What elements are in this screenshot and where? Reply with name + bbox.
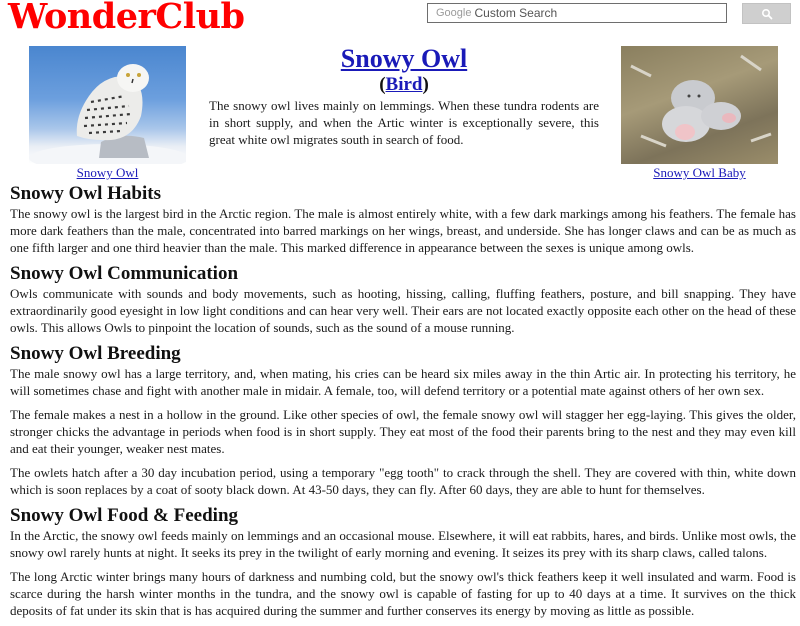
section-paragraph: The long Arctic winter brings many hours of darkness and numbing cold, but the snowy owl's thick feathers keep it well insulated and warm. Food is scarce during the harsh winter months in the tundra, and the snowy owl is capable of fasting for up to 40 days at a time. It survives on the thick deposits of fat under its skin that is has acquired during the summer and further conserves its energy by moving as little as possible. (10, 569, 796, 618)
article-body (10, 183, 796, 626)
snowy-owl-caption-link[interactable]: Snowy Owl (76, 165, 139, 180)
snowy-owl-baby-image[interactable] (621, 46, 778, 164)
owlets-illustration (621, 46, 778, 164)
site-logo[interactable]: WonderClub (8, 0, 245, 37)
category-line (209, 74, 599, 96)
section-food-feeding (10, 505, 796, 619)
search-placeholder: Custom Search (474, 6, 558, 20)
owl-illustration (29, 46, 186, 164)
section-heading: Snowy Owl Breeding (10, 343, 181, 364)
category-open-paren: ( (379, 74, 386, 95)
snowy-owl-baby-caption-link[interactable]: Snowy Owl Baby (653, 165, 746, 180)
search-button[interactable] (742, 3, 791, 24)
site-header (0, 0, 800, 40)
section-heading: Snowy Owl Communication (10, 263, 239, 284)
search-input[interactable] (427, 3, 727, 23)
section-paragraph: Owls communicate with sounds and body movements, such as hooting, hissing, calling, fluffing feathers, posture, and bill snapping. They have extraordinarily good eyesight in low light conditions and can hear very well. Their ears are not located exactly opposite each other on the head of these owls. This allows Owls to pinpoint the location of sounds, such as the sound of a mouse running. (10, 286, 796, 335)
page-title-link[interactable]: Snowy Owl (340, 44, 468, 73)
section-heading: Snowy Owl Habits (10, 183, 161, 204)
category-close-paren: ) (422, 74, 429, 95)
section-paragraph: In the Arctic, the snowy owl feeds mainly on lemmings and an occasional mouse. Elsewhere, it will eat rabbits, hares, and birds. Unlike most owls, the snowy owl rarely hunts at night. It seeks its prey in the twilight of early morning and evening. It seizes its prey with its sharp claws, called talons. (10, 528, 796, 560)
category-link-bird[interactable]: Bird (385, 74, 423, 95)
section-paragraph: The owlets hatch after a 30 day incubation period, using a temporary "egg tooth" to crack through the shell. They are covered with thin, white down which is soon replaces by a coat of sooty black down. At 43-50 days, they can fly. After 60 days, they are able to hunt for themselves. (10, 465, 796, 497)
snowy-owl-image[interactable] (29, 46, 186, 164)
search-icon (761, 8, 773, 20)
section-habits (10, 183, 796, 256)
section-paragraph: The snowy owl is the largest bird in the Arctic region. The male is almost entirely white, with a few dark markings among his feathers. The female has more dark feathers than the male, concentrated into barred markings on her wings, breast, and underside. She has longer claws and can be as much as one fifth larger and one third heavier than the male. This marked difference in appearance between the sexes is unique among owls. (10, 206, 796, 255)
section-paragraph: The male snowy owl has a large territory, and, when mating, his cries can be heard six miles away in the thin Artic air. In protecting his territory, he will sometimes chase and fight with another male in midair. A female, too, will defend territory or a potential mate against others of her own sex. (10, 366, 796, 398)
snowy-owl-baby-figure (621, 46, 778, 181)
intro-paragraph: The snowy owl lives mainly on lemmings. When these tundra rodents are in short supply, and when the Artic winter is exceptionally severe, this great white owl migrates south in search of food. (209, 98, 599, 147)
google-brand-label: Google (436, 7, 472, 19)
snowy-owl-figure (29, 46, 186, 181)
section-breeding (10, 343, 796, 498)
section-communication (10, 263, 796, 336)
section-heading: Snowy Owl Food & Feeding (10, 505, 239, 526)
section-paragraph: The female makes a nest in a hollow in the ground. Like other species of owl, the female snowy owl will stagger her egg-laying. This gives the older, stronger chicks the advantage in periods when food is in short supply. They eat most of the food their parents bring to the nest and they may even kill and eat their younger, weaker nest mates. (10, 407, 796, 456)
article-header (209, 44, 599, 148)
